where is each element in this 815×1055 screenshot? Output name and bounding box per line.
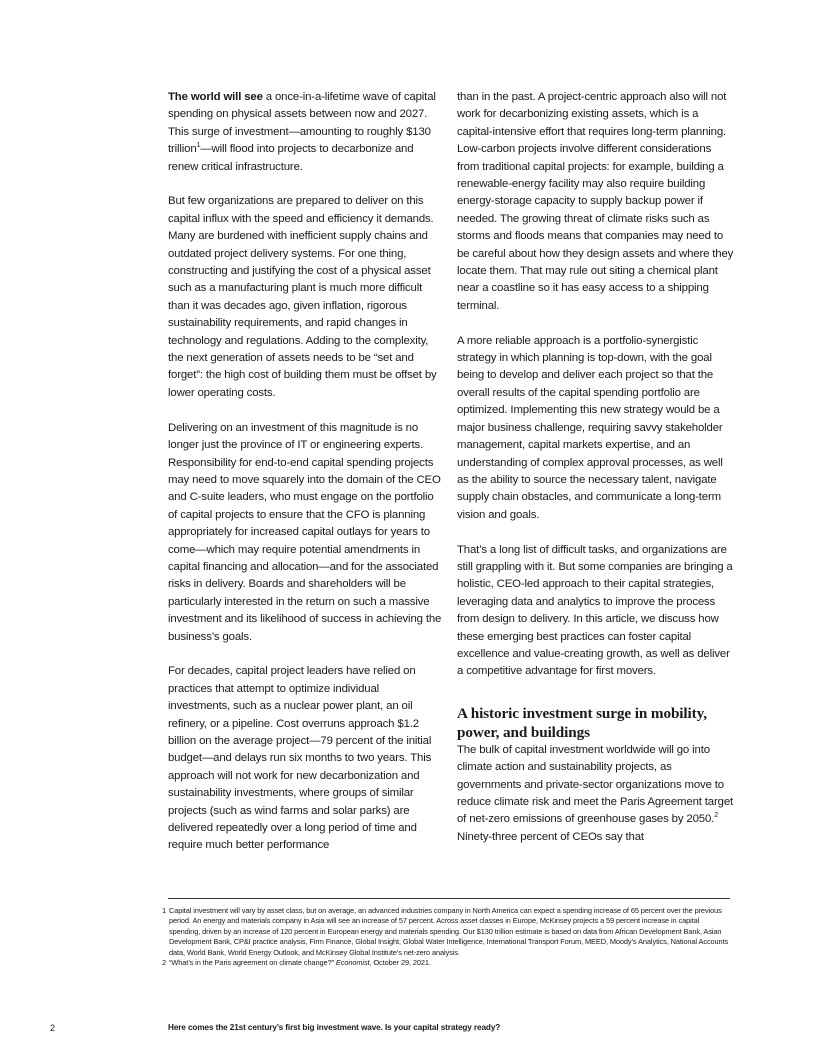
right-column bbox=[457, 89, 735, 864]
left-column bbox=[168, 89, 442, 872]
section-heading: A historic investment surge in mobility, power, and buildings bbox=[457, 704, 707, 741]
body-paragraph: A more reliable approach is a portfolio-synergistic strategy in which planning is top-down, with the goal being to develop and deliver each project so that the overall results of the capital spending portfolio are optimized. Implementing this new strategy would be a major business challenge, requiring savvy stakeholder management, capital markets expertise, and an understanding of complex approval processes, as well as the ability to source the necessary talent, navigate supply chain obstacles, and communicate a long-term vision and goals. bbox=[457, 334, 723, 521]
footnote-number: 2 bbox=[162, 958, 167, 968]
body-paragraph: For decades, capital project leaders have relied on practices that attempt to optimize individual investments, such as a nuclear power plant, an oil refinery, or a pipeline. Cost overruns approach $1.2 billion on the average project—79 percent of the initial budget—and delays run six months to two years. This approach will not work for new decarbonization and sustainability investments, where groups of similar projects (such as wind farms and solar parks) are delivered repeatedly over a long period of time and require much better performance bbox=[168, 665, 432, 852]
body-paragraph: That’s a long list of difficult tasks, and organizations are still grappling with it. But some companies are bringing a holistic, CEO-led approach to their capital strategies, leveraging data and analytics to improve the process from design to delivery. In this article, we discuss how these emerging best practices can foster capital excellence and value-creating growth, as well as deliver a competitive advantage for first movers. bbox=[457, 543, 733, 678]
body-paragraph: Delivering on an investment of this magnitude is no longer just the province of IT or engineering experts. Responsibility for end-to-end capital spending projects may need to move squarely into the domain of the CEO and C-suite leaders, who must engage on the portfolio of capital projects to ensure that the CFO is planning appropriately for increased capital outlays for years to come—which may require potential amendments in capital financing and allocation—and for the associated risks in delivery. Boards and shareholders will be particularly interested in the return on such a massive investment and its likelihood of success in achieving the business’s goals. bbox=[168, 421, 442, 643]
lead-in: The world will see bbox=[168, 91, 263, 103]
page-number: 2 bbox=[50, 1023, 56, 1033]
intro-paragraph: The world will see a once-in-a-lifetime wave of capital spending on physical assets between now and 2027. This surge of investment—amounting to roughly $130 trillion$^1$—will flood into projects to decarbonize and renew critical infrastructure. bbox=[168, 91, 436, 173]
footnote-number: 1 bbox=[162, 906, 167, 915]
body-paragraph: The bulk of capital investment worldwide will go into climate action and sustainability projects, as governments and private-sector organizations move to reduce climate risk and meet the Paris Agreement target of net-zero emissions of greenhouse gases by 2050.$^2$ Ninety-three percent of CEOs say that bbox=[457, 743, 734, 843]
footnote-1 bbox=[162, 906, 732, 958]
footnote-ref-1[interactable]: 1 bbox=[196, 142, 201, 150]
running-footer-title: Here comes the 21st century’s first big investment wave. Is your capital strategy ready? bbox=[168, 1023, 501, 1032]
body-paragraph: But few organizations are prepared to deliver on this capital influx with the speed and efficiency it demands. Many are burdened with inefficient supply chains and outdated project delivery systems. For one thing, constructing and justifying the cost of a physical asset such as a manufacturing plant is much more difficult than it was decades ago, given inflation, rigorous sustainability requirements, and rapid changes in technology and regulations. Adding to the complexity, the next generation of assets needs to be “set and forget”: the high cost of building them must be offset by lower operating costs. bbox=[168, 195, 437, 399]
footnote-ref-2[interactable]: 2 bbox=[714, 812, 718, 820]
footnote-text: “What’s in the Paris agreement on climate change?” Economist, October 29, 2021. bbox=[169, 958, 431, 968]
footnote-divider bbox=[168, 898, 730, 899]
body-paragraph: than in the past. A project-centric approach also will not work for decarbonizing existing assets, which is a capital-intensive effort that requires long-term planning. Low-carbon projects involve different considerations from traditional capital projects: for example, building a renewable-energy facility may also require building energy-storage capacity to supply backup power if needed. The growing threat of climate risks such as storms and floods means that companies may need to be careful about how they design assets and where they locate them. That may rule out siting a chemical plant near a coastline so it has easy access to a shipping terminal. bbox=[457, 91, 734, 312]
footnotes bbox=[162, 906, 732, 968]
footnote-text: Capital investment will vary by asset class, but on average, an advanced industries company in North America can expect a spending increase of 65 percent over the previous period. An energy and materials company in Asia will see an increase of 57 percent. Across asset classes in Europe, McKinsey projects a 59 percent increase in capital spending, driven by an increase of 120 percent in European energy and materials spending. Our $130 trillion estimate is based on data from African Development Bank, Asian Development Bank, CP&I practice analysis, Firm Finance, Global Insight, Global Water Intelligence, International Transport Forum, MEED, Moody’s Analytics, National Accounts data, World Bank, World Energy Outlook, and McKinsey Global Institute’s net-zero analysis. bbox=[169, 906, 729, 957]
footnote-2 bbox=[162, 958, 732, 968]
